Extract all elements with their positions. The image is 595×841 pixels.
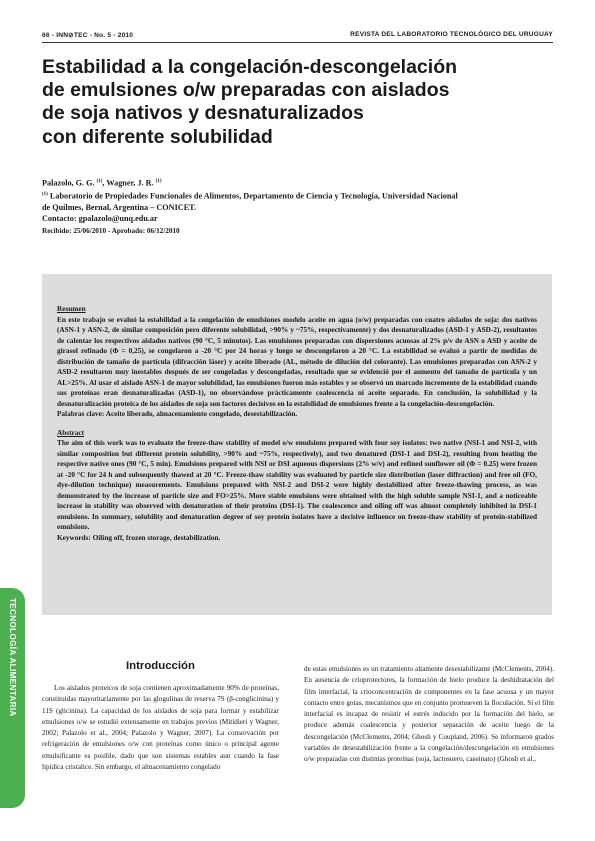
header-journal-issue: 66 - INN⊘TEC - No. 5 - 2010 — [42, 32, 134, 39]
right-column — [304, 664, 554, 766]
affiliation: $^{(1)}$ Laboratorio de Propiedades Funcionales de Alimentos, Departamento de Ciencia y Tecnología, Universidad Nacional — [42, 191, 458, 201]
left-column — [42, 658, 279, 773]
abstract-body: The aim of this work was to evaluate the freeze-thaw stability of model o/w emulsions prepared with four soy isolates: two native (NSI-1 and NSI-2, with similar composition but different protein solubility, >90% and ~75%, respectively), and two denatured (DSI-1 and DSI-2), resulting from heating the respective native ones (90 °C, 5 min). Emulsions prepared with NSI or DSI aqueous dispersions (2% w/v) and refined sunflower oil (Φ = 0.25) were frozen at -20 °C for 24 h and subsequently thawed at 20 °C. Freeze-thaw stability was evaluated by particle size distribution (laser diffraction) and free oil (FO, dye-dilution technique) measurements. Emulsions prepared with NSI-2 and DSI-2 were highly destabilized after freeze-thawing process, as was demonstrated by the increase of particle size and FO>25%. More stable emulsions were obtained with the high soluble sample NSI-1, and a noticeable increase in stability was observed with denaturation of their proteins (DSI-1). The coalescence and oiling off was almost completely inhibited in DSI-1 emulsions. In summary, solubility and denaturation degree of soy protein isolates have a decisive influence on freeze-thaw stability of protein-stabilized emulsions. — [57, 439, 537, 531]
intro-paragraph-cont: de estas emulsiones es un tratamiento altamente desestabilizante (McClements, 2004). En ausencia de crioprotectores, la formación de hielo produce la deshidratación del film interfacial, la crioconcentración de componentes en la fase acuosa y un mayor contacto entre gotas, mecanismos que en conjunto promueven la floculación. Si el film interfacial es incapaz de resistir el estrés inducido por la formación del hielo, se produce además coalescencia y posterior separación de aceite luego de la descongelación (McClements, 2004; Ghosh y Coupland, 2006). Se informaron grados variables de desestabilización frente a la congelación/descongelación en emulsiones o/w preparadas con distintas proteínas (soja, lactosuero, caseinato) (Ghosh et al., — [304, 665, 554, 764]
author-block — [42, 176, 557, 237]
author-names: Palazolo, G. G. $^{(1)}$, Wagner, J. R. $^{(1)}$ — [42, 178, 162, 188]
resumen-heading: Resumen — [57, 305, 86, 313]
section-side-tab-label: TECNOLOGÍA ALIMENTARIA — [8, 598, 17, 717]
abstract-keywords: Keywords: Oiling off, frozen storage, destabilization. — [57, 533, 221, 542]
title-line: de soja nativos y desnaturalizados — [42, 102, 364, 125]
intro-paragraph: Los aislados proteicos de soja contienen aproximadamente 90% de proteínas, constituidas mayoritariamente por las glogulinas de reserva 7S (β-conglicinina) y 11S (glicinina). La capacidad de los aislados de soja para formar y estabilizar emulsiones o/w se estudió extensamente en trabajos previos (Mitidieri y Wagner, 2002; Palazolo et al., 2004; Palazolo y Wagner, 2007). La conservación por refrigeración de emulsiones o/w con proteínas como único o principal agente emulsificante es posible, dado que son sistemas estables aun cuando la fase lipídica cristalice. Sin embargo, el almacenamiento congelado — [42, 684, 279, 772]
contact-email: Contacto: gpalazolo@unq.edu.ar — [42, 214, 158, 224]
abstract-content — [57, 304, 537, 543]
resumen-body: En este trabajo se evaluó la estabilidad a la congelación de emulsiones modelo aceite en agua (o/w) preparadas con cuatro aislados de soja: dos nativos (ASN-1 y ASN-2, de similar composición pero diferente solubilidad, >90% y ~75%, respectivamente) y dos desnaturalizados (ASD-1 y ASD-2), resultantes de calentar los respectivos aislados nativos (90 °C, 5 minutos). Las emulsiones preparadas con dispersiones acuosas al 2% p/v de ASN o ASD y aceite de girasol refinado (Φ = 0,25), se congelaron a -20 °C por 24 horas y luego se descongelaron a 20 °C. La estabilidad se evaluó a partir de medidas de distribución de tamaño de partícula (difracción láser) y aceite liberado (AL, método de dilución del colorante). Las emulsiones preparadas con ASN-2 y ASD-2 resultaron muy inestables después de ser congeladas y descongeladas, resultado que se evidenció por el aumento del tamaño de partícula y un AL>25%. Al usar el aislado ASN-1 de mayor solubilidad, las emulsiones fueron más estables y se observó un marcado incremento de la estabilidad cuando sus proteínas eran desnaturalizadas (ASD-1), no observándose prácticamente coalescencia ni aceite separado. En conclusión, la solubilidad y la desnaturalización proteica de los aislados de soja son factores decisivos en la estabilidad de emulsiones frente a la congelación-descongelación. — [57, 315, 537, 408]
title-line: con diferente solubilidad — [42, 125, 273, 148]
header-journal-name: REVISTA DEL LABORATORIO TECNOLÓGICO DEL URUGUAY — [350, 31, 553, 38]
intro-heading: Introducción — [126, 660, 195, 672]
resumen-keywords: Palabras clave: Aceite liberado, almacenamiento congelado, desestabilización. — [57, 410, 298, 418]
article-title — [42, 56, 512, 149]
title-line: de emulsiones o/w preparadas con aislados — [42, 79, 450, 102]
abstract-box — [42, 274, 552, 615]
received-dates: Recibido: 25/06/2010 - Aprobado: 06/12/2010 — [42, 227, 180, 236]
affiliation-cont: de Quilmes, Bernal, Argentina – CONICET. — [42, 202, 197, 212]
header-divider — [42, 42, 553, 43]
title-line: Estabilidad a la congelación-descongelación — [42, 56, 458, 78]
abstract-heading: Abstract — [57, 428, 84, 437]
